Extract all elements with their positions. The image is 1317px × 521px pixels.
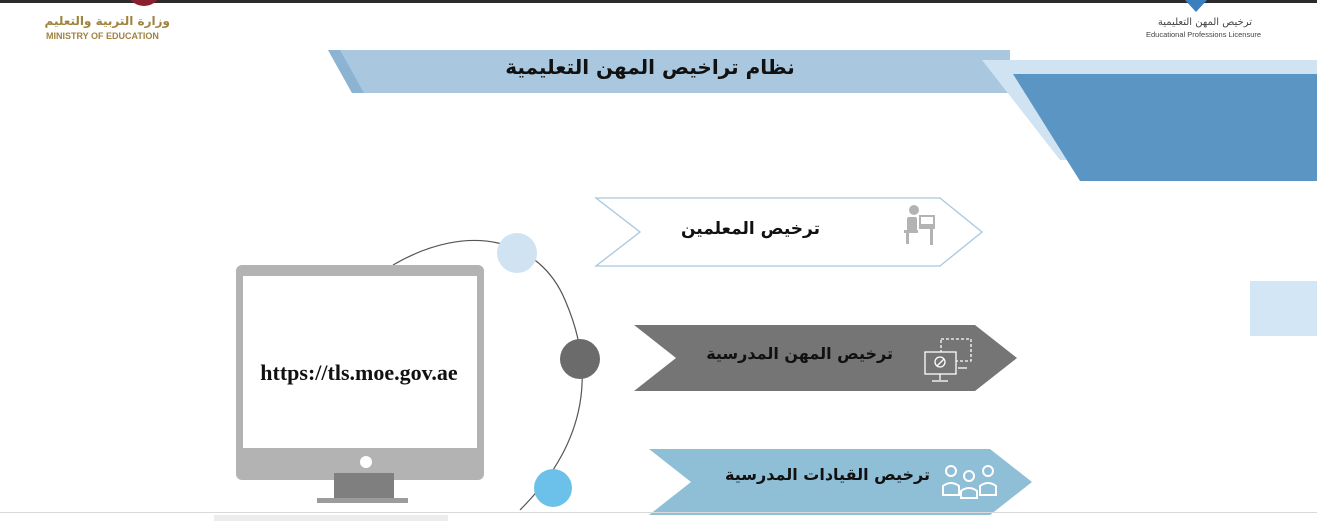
tile-school-leaders-label: ترخيص القيادات المدرسية [725,465,930,484]
ministry-logo-arabic: وزارة التربية والتعليم [44,14,170,28]
website-url: https://tls.moe.gov.ae [260,360,458,385]
right-edge-tab [1250,281,1317,336]
ministry-logo-english: MINISTRY OF EDUCATION [46,31,159,41]
bottom-rule [0,512,1317,513]
bottom-shadow [214,515,448,521]
arc-dot-bottom [534,469,572,507]
slide-title: نظام تراخيص المهن التعليمية [505,55,795,79]
monitor-power-dot [360,456,372,468]
arc-dot-top [497,233,537,273]
licensure-logo-arabic: ترخيص المهن التعليمية [1157,17,1252,28]
monitor-neck [334,473,394,500]
right-banner-dark [1013,74,1317,181]
tile-teachers-label: ترخيص المعلمين [680,219,820,239]
monitor-base [317,498,408,503]
tile-school-professions-label: ترخيص المهن المدرسية [706,344,893,363]
arc-dot-middle [560,339,600,379]
licensure-logo-english: Educational Professions Licensure [1146,30,1262,39]
